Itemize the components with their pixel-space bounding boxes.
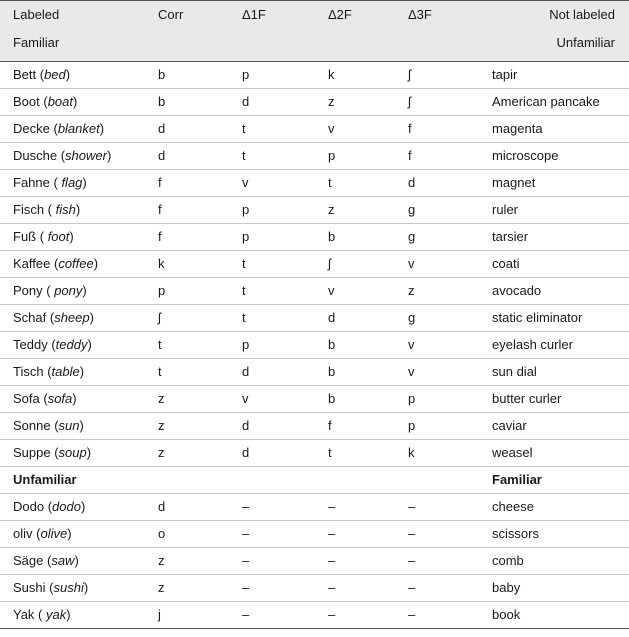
table-row [0,278,629,305]
d1f-sound: – [242,494,328,521]
header-unfamiliar: Unfamiliar [556,35,615,50]
d3f-sound: g [408,305,492,332]
d2f-sound: d [328,305,408,332]
gloss-open: ( [49,121,58,136]
german-word: oliv [13,526,33,541]
d1f-sound: d [242,359,328,386]
gloss-open: ( [39,94,48,109]
section-empty-cell [408,467,492,494]
paired-object: tapir [492,62,629,89]
d3f-sound: f [408,116,492,143]
corr-sound: d [158,494,242,521]
corr-sound: t [158,332,242,359]
german-word: Fisch [13,202,45,217]
d1f-sound: t [242,143,328,170]
gloss-close: ) [65,67,71,82]
item-word [0,170,158,197]
item-word [0,197,158,224]
corr-sound: k [158,251,242,278]
gloss-close: ) [67,526,72,541]
english-gloss: shower [65,148,107,163]
item-word [0,278,158,305]
header-familiar: Familiar [13,35,60,50]
d3f-sound: – [408,521,492,548]
item-word [0,224,158,251]
german-word: Kaffee [13,256,51,271]
header-d3f: Δ3F [408,1,492,62]
corr-sound: d [158,116,242,143]
d3f-sound: v [408,251,492,278]
paired-object: static eliminator [492,305,629,332]
gloss-open: ( [57,148,66,163]
gloss-open: ( [36,229,48,244]
item-word [0,602,158,629]
section-empty-cell [328,467,408,494]
english-gloss: fish [55,202,76,217]
gloss-open: ( [43,364,52,379]
d2f-sound: t [328,440,408,467]
item-word [0,413,158,440]
header-labeled: Labeled [13,7,60,22]
d3f-sound: g [408,224,492,251]
d2f-sound: z [328,89,408,116]
d2f-sound: k [328,62,408,89]
gloss-open: ( [49,175,62,190]
paired-object: weasel [492,440,629,467]
table-row [0,602,629,629]
item-word [0,62,158,89]
d2f-sound: b [328,332,408,359]
d3f-sound: v [408,332,492,359]
gloss-open: ( [50,418,59,433]
table-header [0,1,629,62]
d3f-sound: p [408,386,492,413]
d1f-sound: d [242,413,328,440]
gloss-close: ) [75,202,81,217]
german-word: Yak [13,607,35,622]
corr-sound: z [158,548,242,575]
item-word [0,548,158,575]
table-row [0,116,629,143]
d1f-sound: t [242,305,328,332]
corr-sound: ʃ [158,305,242,332]
german-word: Decke [13,121,50,136]
table-body [0,62,629,629]
header-row [0,1,629,62]
corr-sound: z [158,440,242,467]
english-gloss: yak [46,607,67,622]
english-gloss: soup [58,445,87,460]
d2f-sound: – [328,494,408,521]
paired-object: baby [492,575,629,602]
d3f-sound: p [408,413,492,440]
gloss-close: ) [83,580,89,595]
table-row [0,521,629,548]
d2f-sound: – [328,548,408,575]
d1f-sound: p [242,197,328,224]
d1f-sound: t [242,116,328,143]
d2f-sound: b [328,386,408,413]
english-gloss: coffee [58,256,94,271]
german-word: Sofa [13,391,40,406]
german-word: Sonne [13,418,51,433]
section-empty-cell [158,467,242,494]
d3f-sound: v [408,359,492,386]
d2f-sound: v [328,116,408,143]
table-row [0,224,629,251]
gloss-close: ) [93,256,99,271]
gloss-close: ) [99,121,105,136]
english-gloss: teddy [55,337,88,352]
german-word: Tisch [13,364,44,379]
d1f-sound: – [242,602,328,629]
corr-sound: j [158,602,242,629]
d3f-sound: z [408,278,492,305]
paired-object: eyelash curler [492,332,629,359]
header-d2f: Δ2F [328,1,408,62]
english-gloss: sun [58,418,80,433]
paired-object: butter curler [492,386,629,413]
german-word: Schaf [13,310,47,325]
d3f-sound: ʃ [408,62,492,89]
item-word [0,89,158,116]
d3f-sound: – [408,575,492,602]
d3f-sound: – [408,494,492,521]
corr-sound: t [158,359,242,386]
d2f-sound: – [328,521,408,548]
gloss-close: ) [106,148,112,163]
english-gloss: pony [54,283,83,298]
paired-object: book [492,602,629,629]
d2f-sound: z [328,197,408,224]
item-word [0,575,158,602]
paired-object: caviar [492,413,629,440]
gloss-close: ) [89,310,94,325]
gloss-close: ) [69,229,74,244]
english-gloss: olive [40,526,68,541]
d3f-sound: d [408,170,492,197]
paired-object: cheese [492,494,629,521]
paired-object: magenta [492,116,629,143]
d1f-sound: – [242,548,328,575]
paired-object: coati [492,251,629,278]
d1f-sound: t [242,278,328,305]
gloss-close: ) [82,283,87,298]
english-gloss: saw [51,553,75,568]
d2f-sound: – [328,602,408,629]
corr-sound: p [158,278,242,305]
item-word [0,386,158,413]
paired-object: sun dial [492,359,629,386]
corr-sound: f [158,170,242,197]
corr-sound: z [158,575,242,602]
corr-sound: o [158,521,242,548]
gloss-close: ) [73,94,78,109]
english-gloss: sofa [47,391,73,406]
table-row [0,413,629,440]
gloss-open: ( [42,283,55,298]
d2f-sound: v [328,278,408,305]
corr-sound: f [158,224,242,251]
gloss-open: ( [39,391,48,406]
gloss-open: ( [36,67,45,82]
d1f-sound: – [242,521,328,548]
table-row [0,170,629,197]
german-word: Suppe [13,445,51,460]
d2f-sound: b [328,359,408,386]
english-gloss: sheep [54,310,90,325]
section-label-familiar: Familiar [492,467,629,494]
german-word: Bett [13,67,37,82]
item-word [0,116,158,143]
d3f-sound: – [408,602,492,629]
d3f-sound: f [408,143,492,170]
paired-object: scissors [492,521,629,548]
item-word [0,332,158,359]
table-row [0,494,629,521]
gloss-close: ) [72,391,77,406]
gloss-close: ) [79,418,84,433]
item-word [0,440,158,467]
gloss-close: ) [66,607,71,622]
d3f-sound: – [408,548,492,575]
german-word: Fahne [13,175,50,190]
corr-sound: b [158,62,242,89]
german-word: Boot [13,94,40,109]
header-not-labeled: Not labeled [549,7,615,22]
table-row [0,332,629,359]
gloss-open: ( [45,580,54,595]
gloss-open: ( [47,337,56,352]
gloss-close: ) [74,553,79,568]
d1f-sound: v [242,170,328,197]
d1f-sound: p [242,332,328,359]
english-gloss: boat [47,94,74,109]
german-word: Pony [13,283,43,298]
table-row [0,143,629,170]
gloss-open: ( [43,553,52,568]
section-row [0,467,629,494]
header-d1f: Δ1F [242,1,328,62]
table-row [0,89,629,116]
gloss-open: ( [46,310,55,325]
gloss-close: ) [86,445,92,460]
header-corr: Corr [158,1,242,62]
paired-object: microscope [492,143,629,170]
d2f-sound: ʃ [328,251,408,278]
paired-object: ruler [492,197,629,224]
d1f-sound: d [242,89,328,116]
d1f-sound: v [242,386,328,413]
d3f-sound: g [408,197,492,224]
english-gloss: dodo [52,499,81,514]
table-row [0,62,629,89]
corr-sound: d [158,143,242,170]
table-row [0,575,629,602]
german-word: Sushi [13,580,46,595]
d1f-sound: p [242,62,328,89]
english-gloss: flag [61,175,83,190]
gloss-open: ( [34,607,46,622]
paired-object: avocado [492,278,629,305]
d2f-sound: b [328,224,408,251]
table-row [0,386,629,413]
table-row [0,359,629,386]
section-empty-cell [242,467,328,494]
paired-object: American pancake [492,89,629,116]
table-row [0,251,629,278]
english-gloss: table [51,364,80,379]
item-word [0,143,158,170]
gloss-open: ( [50,256,59,271]
english-gloss: sushi [53,580,84,595]
d2f-sound: t [328,170,408,197]
item-word [0,251,158,278]
d3f-sound: k [408,440,492,467]
item-word [0,359,158,386]
gloss-open: ( [44,499,53,514]
english-gloss: bed [44,67,66,82]
gloss-open: ( [44,202,56,217]
german-word: Dusche [13,148,58,163]
d1f-sound: d [242,440,328,467]
english-gloss: blanket [57,121,100,136]
table-row [0,440,629,467]
german-word: Säge [13,553,44,568]
d2f-sound: – [328,575,408,602]
gloss-open: ( [32,526,41,541]
corr-sound: z [158,386,242,413]
item-word [0,494,158,521]
paired-object: comb [492,548,629,575]
d1f-sound: – [242,575,328,602]
gloss-close: ) [80,499,86,514]
d2f-sound: f [328,413,408,440]
corr-sound: f [158,197,242,224]
german-word: Teddy [13,337,48,352]
german-word: Dodo [13,499,45,514]
item-word [0,305,158,332]
corr-sound: b [158,89,242,116]
english-gloss: foot [47,229,70,244]
gloss-open: ( [50,445,59,460]
german-word: Fuß [13,229,37,244]
paired-object: magnet [492,170,629,197]
item-word [0,521,158,548]
table-row [0,197,629,224]
paired-object: tarsier [492,224,629,251]
gloss-close: ) [79,364,85,379]
d1f-sound: p [242,224,328,251]
corr-sound: z [158,413,242,440]
table-row [0,548,629,575]
section-label-unfamiliar: Unfamiliar [0,467,158,494]
gloss-close: ) [87,337,92,352]
d3f-sound: ʃ [408,89,492,116]
header-labeled-familiar [0,1,158,62]
table-row [0,305,629,332]
header-not-labeled-unfamiliar [492,1,629,62]
d2f-sound: p [328,143,408,170]
d1f-sound: t [242,251,328,278]
gloss-close: ) [82,175,87,190]
